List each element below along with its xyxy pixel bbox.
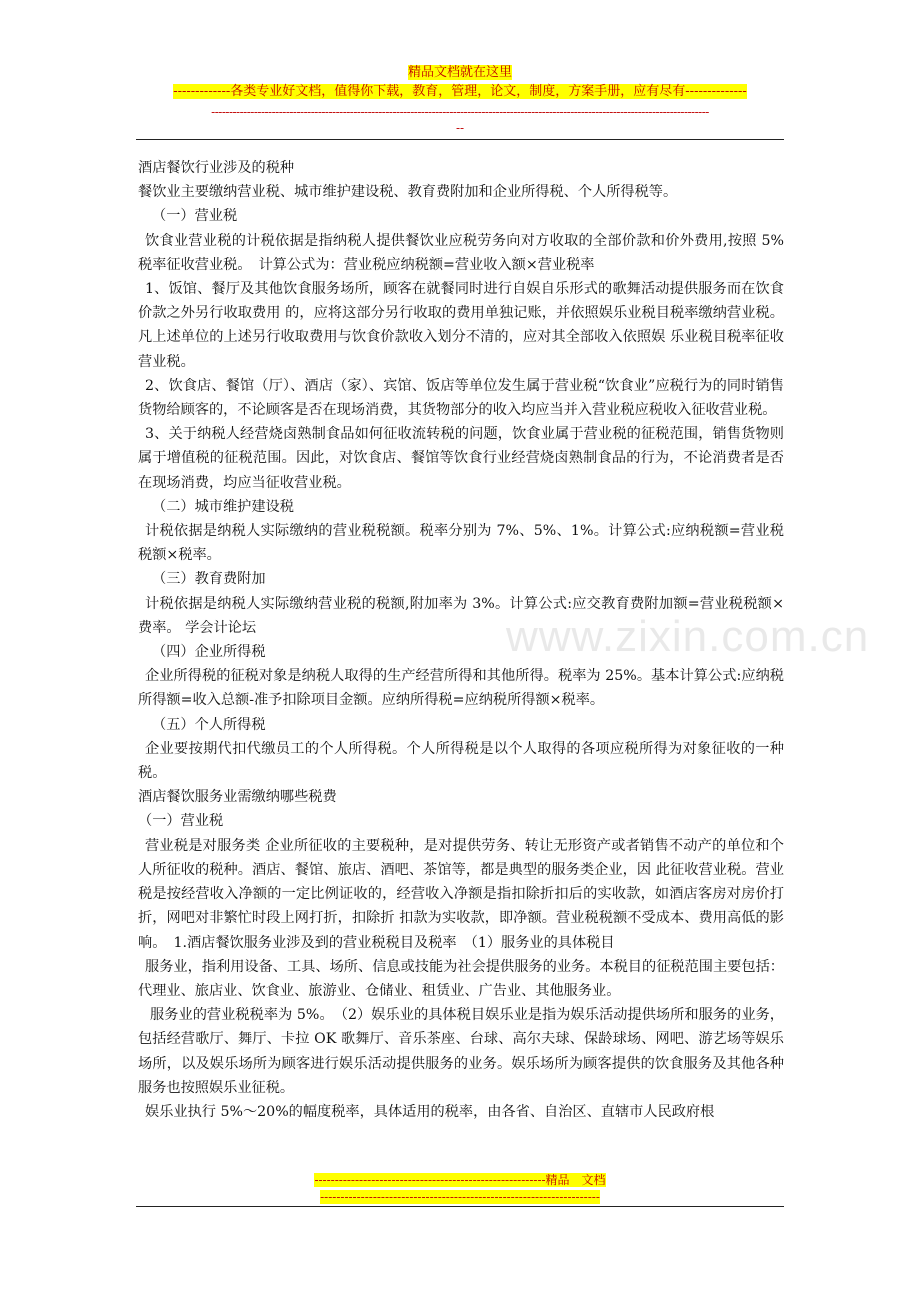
header-dash-line: --------------------------------------------------------------------------------------------------------------------------------------------	[211, 105, 709, 119]
paragraph: 服务业的营业税税率为 5%。 （2）娱乐业的具体税目娱乐业是指为娱乐活动提供场所和服务的业务，包括经营歌厅、舞厅、卡拉 OK 歌舞厅、音乐茶座、台球、高尔夫球、保龄球场、网吧、游艺场等娱乐场所，以及娱乐场所为顾客进行娱乐活动提供服务的业务。娱乐场所为顾客提供的饮食服务及其他各种服务也按照娱乐业征税。	[138, 1007, 784, 1096]
footer-dash-line: ---------------------------------------------------------------------	[320, 1190, 600, 1204]
section-title: 酒店餐饮行业涉及的税种	[138, 160, 295, 176]
paragraph: 营业税是对服务类 企业所征收的主要税种，是对提供劳务、转让无形资产或者销售不动产的单位和个人所征收的税种。酒店、餐馆、旅店、酒吧、茶馆等，都是典型的服务类企业，因 此征收营业税。营业税是按经营收入净额的一定比例证收的，经营收入净额是指扣除折扣后的实收款，如酒店客房对房价打折，网吧对非繁忙时段上网打折，扣除折 扣款为实收款，即净额。营业税税额不受成本、费用高低的影响。 1.酒店餐饮服务业涉及到的营业税税目及税率 （1）服务业的具体税目	[138, 837, 784, 951]
paragraph: 餐饮业主要缴纳营业税、城市维护建设税、教育费附加和企业所得税、个人所得税等。	[138, 184, 678, 201]
subsection-heading: （二）城市维护建设税	[152, 498, 294, 515]
paragraph: 企业所得税的征税对象是纳税人取得的生产经营所得和其他所得。税率为 25%。基本计算公式:应纳税所得额=收入总额-准予扣除项目金额。应纳所得税=应纳税所得额×税率。	[138, 668, 784, 709]
paragraph: 计税依据是纳税人实际缴纳营业税的税额,附加率为 3%。计算公式:应交教育费附加额=营业税税额×费率。 学会计论坛	[138, 595, 784, 636]
subsection-heading: （五）个人所得税	[152, 716, 266, 733]
header-dash-tail: --	[455, 121, 465, 135]
paragraph: 娱乐业执行 5%～20%的幅度税率，具体适用的税率，由各省、自治区、直辖市人民政府根	[145, 1103, 715, 1120]
paragraph: 企业要按期代扣代缴员工的个人所得税。个人所得税是以个人取得的各项应税所得为对象征收的一种税。	[138, 740, 784, 782]
header-title: 精品文档就在这里	[407, 65, 512, 80]
header-tagline: -------------各类专业好文档，值得你下载，教育，管理，论文，制度，方案手册，应有尽有--------------	[173, 84, 747, 99]
header-rule	[136, 139, 784, 140]
footer-rule	[136, 1206, 784, 1207]
section-title: 酒店餐饮服务业需缴纳哪些税费	[138, 789, 337, 806]
subsection-heading: （四）企业所得税	[152, 644, 266, 661]
paragraph: 计税依据是纳税人实际缴纳的营业税税额。税率分别为 7%、5%、1%。计算公式:应纳税额=营业税税额×税率。	[138, 523, 784, 564]
subsection-heading: （一）营业税	[152, 208, 238, 225]
paragraph: 服务业，指利用设备、工具、场所、信息或技能为社会提供服务的业务。本税目的征税范围主要包括：代理业、旅店业、饮食业、旅游业、仓储业、租赁业、广告业、其他服务业。	[138, 958, 784, 999]
paragraph: 2、饮食店、餐馆（厅）、酒店（家）、宾馆、饭店等单位发生属于营业税“饮食业”应税行为的同时销售货物给顾客的，不论顾客是否在现场消费，其货物部分的收入均应当并入营业税应税收入征收营业税。	[138, 377, 784, 419]
paragraph: 1、饭馆、餐厅及其他饮食服务场所，顾客在就餐同时进行自娱自乐形式的歌舞活动提供服务而在饮食价款之外另行收取费用 的，应将这部分另行收取的费用单独记账，并依照娱乐业税目税率缴纳营业税。凡上述单位的上述另行收取费用与饮食价款收入划分不清的，应对其全部收入依照娱 乐业税目税率征收营业税。	[138, 281, 784, 370]
subsection-heading: （三）教育费附加	[152, 571, 266, 588]
paragraph: 饮食业营业税的计税依据是指纳税人提供餐饮业应税劳务向对方收取的全部价款和价外费用,按照 5%税率征收营业税。 计算公式为：营业税应纳税额=营业收入额×营业税率	[138, 232, 784, 273]
document-body	[138, 156, 784, 1124]
footer-line: ---------------------------------------------------------精品 文档	[314, 1173, 606, 1187]
subsection-heading: （一）营业税	[138, 813, 224, 830]
paragraph: 3、关于纳税人经营烧卤熟制食品如何征收流转税的问题，饮食业属于营业税的征税范围，销售货物则属于增值税的征税范围。因此，对饮食店、餐馆等饮食行业经营烧卤熟制食品的行为，不论消费者是否在现场消费，均应当征收营业税。	[138, 426, 784, 491]
watermark: www.zixin.com.cn	[506, 612, 870, 661]
